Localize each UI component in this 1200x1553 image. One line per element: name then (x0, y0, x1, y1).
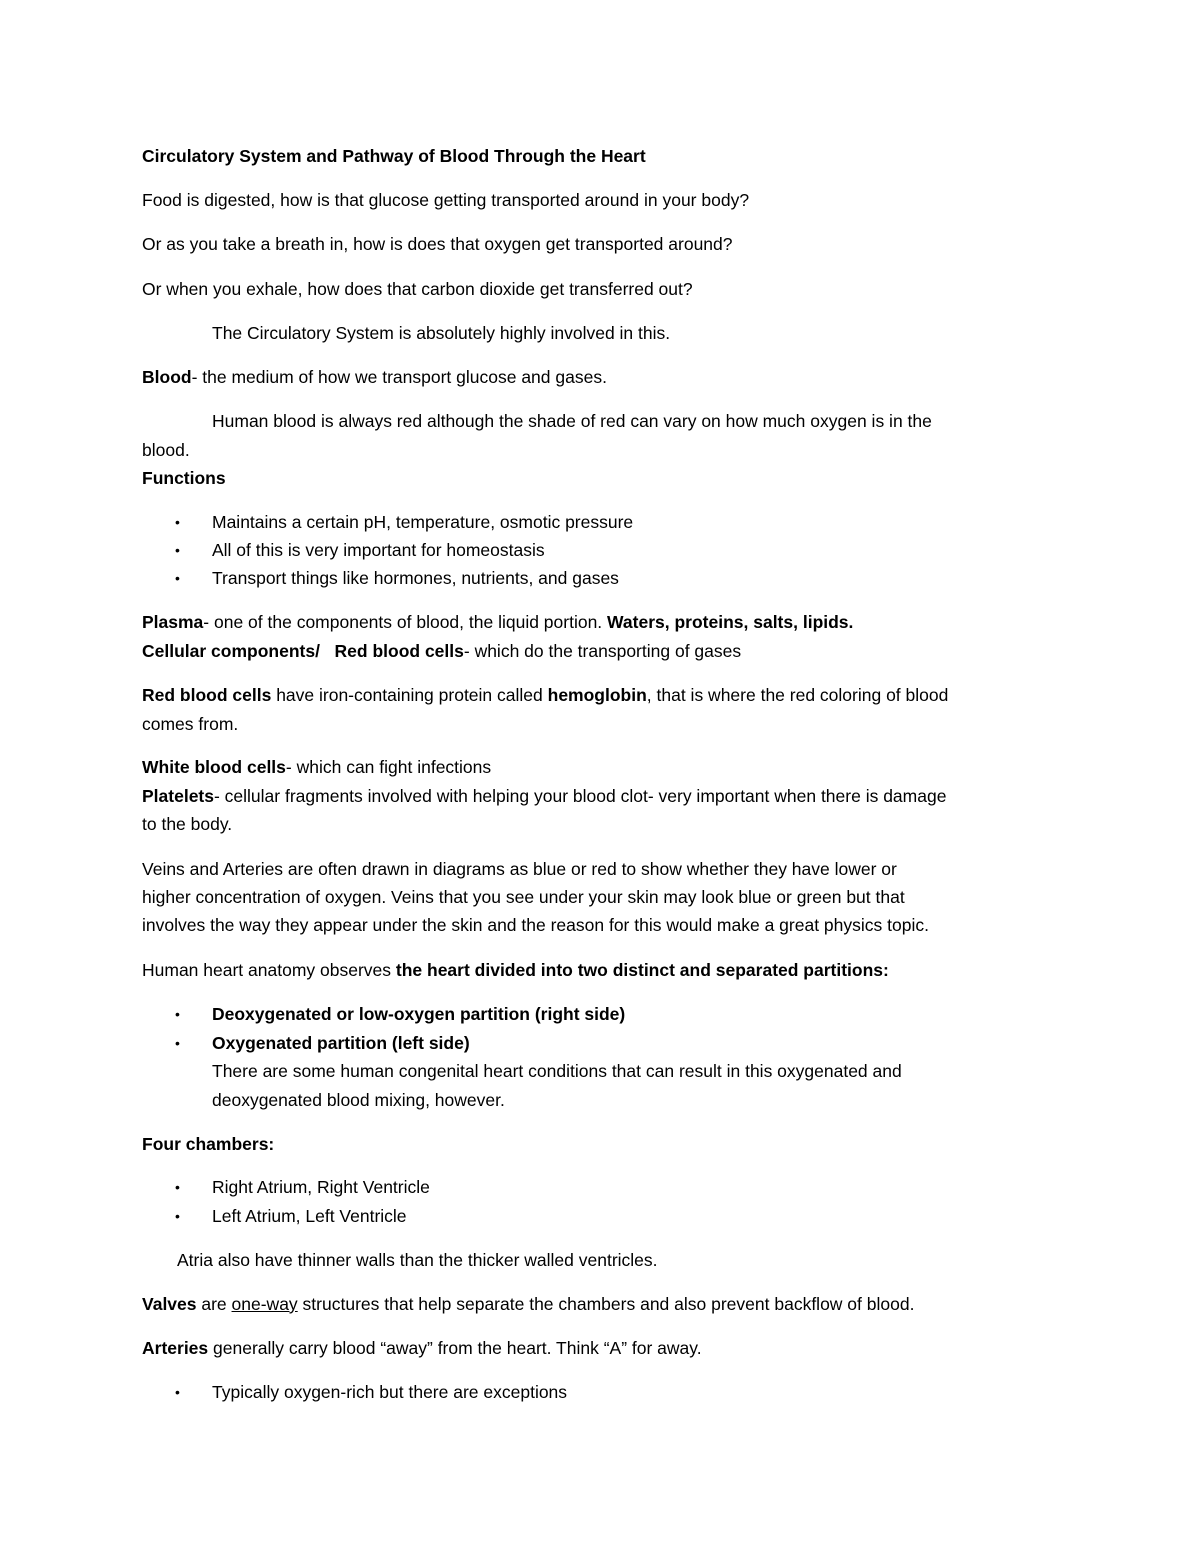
bullet-icon: • (175, 1384, 180, 1400)
partition-item: Deoxygenated or low-oxygen partition (right side) (212, 1004, 626, 1024)
valves-term: Valves (142, 1294, 197, 1314)
chamber-item: Left Atrium, Left Ventricle (212, 1206, 407, 1226)
congenital-note-line2: deoxygenated blood mixing, however. (212, 1090, 505, 1110)
rbc-def-text: - which do the transporting of gases (463, 641, 742, 661)
bullet-icon: • (175, 1208, 180, 1224)
plasma-term: Plasma (142, 612, 204, 632)
blood-note-line1: Human blood is always red although the shade of red can vary on how much oxygen is in the (212, 411, 932, 431)
valves-definition: Valves are one-way structures that help separate the chambers and also prevent backflow of blood. (142, 1294, 915, 1314)
intro-statement: The Circulatory System is absolutely highly involved in this. (212, 323, 671, 343)
one-way-underlined: one-way (231, 1294, 298, 1314)
veins-line1: Veins and Arteries are often drawn in diagrams as blue or red to show whether they have lower or (142, 859, 897, 879)
bullet-icon: • (175, 1035, 180, 1051)
cellular-components-line (142, 639, 741, 663)
arteries-term: Arteries (142, 1338, 209, 1358)
heart-partitions-intro: Human heart anatomy observes the heart divided into two distinct and separated partitions: (142, 960, 889, 980)
bullet-icon: • (175, 570, 180, 586)
plasma-components: Waters, proteins, salts, lipids. (607, 612, 854, 632)
bullet-icon: • (175, 1006, 180, 1022)
blood-term: Blood (142, 367, 192, 387)
hemoglobin-line1: Red blood cells have iron-containing protein called hemoglobin, that is where the red coloring of blood (142, 685, 949, 705)
blood-definition (142, 365, 607, 389)
rbc-term: Red blood cells (334, 641, 464, 661)
functions-item: Transport things like hormones, nutrients, and gases (212, 568, 619, 588)
hemoglobin-line2: comes from. (142, 714, 239, 734)
atria-note: Atria also have thinner walls than the thicker walled ventricles. (177, 1250, 658, 1270)
intro-question-co2: Or when you exhale, how does that carbon dioxide get transferred out? (142, 279, 693, 299)
intro-question-glucose: Food is digested, how is that glucose getting transported around in your body? (142, 190, 750, 210)
platelets-term: Platelets (142, 786, 214, 806)
arteries-item: Typically oxygen-rich but there are exceptions (212, 1382, 568, 1402)
plasma-definition (142, 610, 853, 634)
veins-line3: involves the way they appear under the skin and the reason for this would make a great physics topic. (142, 915, 929, 935)
wbc-definition: White blood cells- which can fight infections (142, 757, 492, 777)
plasma-def-text: - one of the components of blood, the liquid portion. (203, 612, 608, 632)
platelets-line2: to the body. (142, 814, 233, 834)
wbc-term: White blood cells (142, 757, 286, 777)
hemoglobin-term: hemoglobin (547, 685, 647, 705)
intro-question-oxygen: Or as you take a breath in, how is does that oxygen get transported around? (142, 234, 733, 254)
blood-note-line2: blood. (142, 440, 190, 460)
platelets-definition: Platelets- cellular fragments involved with helping your blood clot- very important when there is damage (142, 786, 947, 806)
cellular-term: Cellular components/ (142, 641, 320, 661)
blood-def-text: - the medium of how we transport glucose and gases. (191, 367, 607, 387)
bullet-icon: • (175, 1179, 180, 1195)
arteries-definition: Arteries generally carry blood “away” from the heart. Think “A” for away. (142, 1338, 702, 1358)
bullet-icon: • (175, 542, 180, 558)
chamber-item: Right Atrium, Right Ventricle (212, 1177, 430, 1197)
functions-item: Maintains a certain pH, temperature, osmotic pressure (212, 512, 634, 532)
functions-item: All of this is very important for homeostasis (212, 540, 545, 560)
functions-heading: Functions (142, 468, 226, 488)
document-title: Circulatory System and Pathway of Blood Through the Heart (142, 146, 646, 166)
veins-line2: higher concentration of oxygen. Veins that you see under your skin may look blue or green but that (142, 887, 905, 907)
bullet-icon: • (175, 514, 180, 530)
chambers-heading: Four chambers: (142, 1134, 275, 1154)
congenital-note-line1: There are some human congenital heart conditions that can result in this oxygenated and (212, 1061, 902, 1081)
partition-item: Oxygenated partition (left side) (212, 1033, 470, 1053)
